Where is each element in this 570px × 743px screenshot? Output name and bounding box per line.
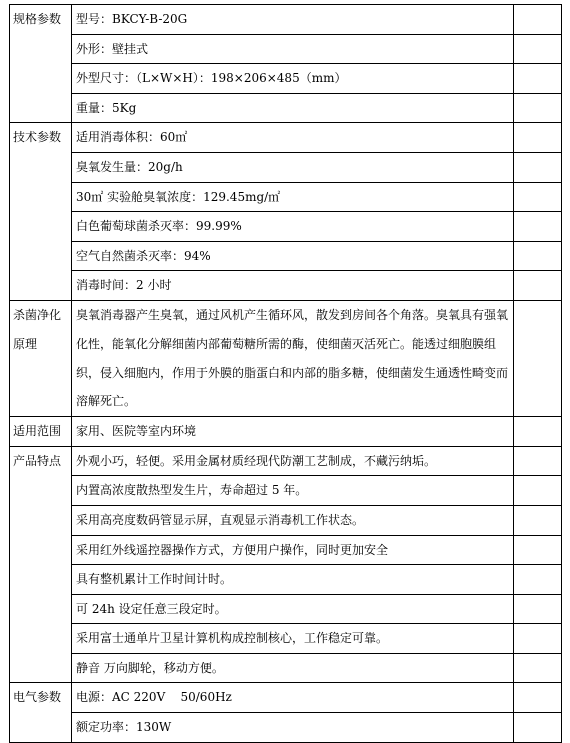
blank-cell xyxy=(514,653,562,683)
table-row xyxy=(10,505,562,535)
value-cell: 外观小巧，轻便。采用金属材质经现代防潮工艺制成，不藏污纳垢。 xyxy=(72,446,514,476)
table-row xyxy=(10,594,562,624)
table-row xyxy=(10,683,562,713)
value-cell: 可 24h 设定任意三段定时。 xyxy=(72,594,514,624)
table-row xyxy=(10,241,562,271)
table-row xyxy=(10,123,562,153)
value-cell: 静音 万向脚轮，移动方便。 xyxy=(72,653,514,683)
value-cell: 外形：壁挂式 xyxy=(72,34,514,64)
blank-cell xyxy=(514,212,562,242)
blank-cell xyxy=(514,535,562,565)
value-cell: 具有整机累计工作时间计时。 xyxy=(72,565,514,595)
table-row xyxy=(10,446,562,476)
blank-cell xyxy=(514,417,562,447)
table-row xyxy=(10,93,562,123)
table-row xyxy=(10,535,562,565)
category-cell: 电气参数 xyxy=(10,683,72,742)
table-row xyxy=(10,713,562,743)
blank-cell xyxy=(514,93,562,123)
value-cell: 白色葡萄球菌杀灭率：99.99% xyxy=(72,212,514,242)
spec-table xyxy=(9,4,562,743)
blank-cell xyxy=(514,34,562,64)
category-cell: 规格参数 xyxy=(10,5,72,123)
value-cell: 30㎡ 实验舱臭氧浓度：129.45mg/㎡ xyxy=(72,182,514,212)
value-cell: 内置高浓度散热型发生片，寿命超过 5 年。 xyxy=(72,476,514,506)
table-row xyxy=(10,417,562,447)
table-row xyxy=(10,5,562,35)
blank-cell xyxy=(514,241,562,271)
blank-cell xyxy=(514,446,562,476)
blank-cell xyxy=(514,683,562,713)
table-row xyxy=(10,152,562,182)
value-cell: 额定功率：130W xyxy=(72,713,514,743)
value-cell: 家用、医院等室内环境 xyxy=(72,417,514,447)
value-cell: 采用红外线遥控器操作方式，方便用户操作，同时更加安全 xyxy=(72,535,514,565)
table-row xyxy=(10,300,562,416)
value-cell: 消毒时间：2 小时 xyxy=(72,271,514,301)
blank-cell xyxy=(514,594,562,624)
table-row xyxy=(10,565,562,595)
blank-cell xyxy=(514,5,562,35)
value-cell: 空气自然菌杀灭率：94% xyxy=(72,241,514,271)
table-row xyxy=(10,182,562,212)
value-cell: 适用消毒体积：60㎡ xyxy=(72,123,514,153)
blank-cell xyxy=(514,64,562,94)
table-row xyxy=(10,624,562,654)
blank-cell xyxy=(514,565,562,595)
blank-cell xyxy=(514,271,562,301)
table-row xyxy=(10,653,562,683)
blank-cell xyxy=(514,713,562,743)
table-row xyxy=(10,64,562,94)
blank-cell xyxy=(514,123,562,153)
category-cell: 适用范围 xyxy=(10,417,72,447)
value-cell: 电源：AC 220V 50/60Hz xyxy=(72,683,514,713)
table-row xyxy=(10,271,562,301)
table-row xyxy=(10,34,562,64)
blank-cell xyxy=(514,300,562,416)
value-cell: 采用富士通单片卫星计算机构成控制核心，工作稳定可靠。 xyxy=(72,624,514,654)
blank-cell xyxy=(514,624,562,654)
category-cell: 技术参数 xyxy=(10,123,72,301)
blank-cell xyxy=(514,182,562,212)
category-cell: 杀菌净化原理 xyxy=(10,300,72,416)
value-cell: 臭氧发生量：20g/h xyxy=(72,152,514,182)
value-cell: 采用高亮度数码管显示屏，直观显示消毒机工作状态。 xyxy=(72,505,514,535)
blank-cell xyxy=(514,152,562,182)
table-row xyxy=(10,476,562,506)
blank-cell xyxy=(514,476,562,506)
value-cell: 重量：5Kg xyxy=(72,93,514,123)
category-cell: 产品特点 xyxy=(10,446,72,683)
value-cell: 型号：BKCY-B-20G xyxy=(72,5,514,35)
table-row xyxy=(10,212,562,242)
blank-cell xyxy=(514,505,562,535)
value-cell: 外型尺寸：（L×W×H）：198×206×485（mm） xyxy=(72,64,514,94)
value-cell: 臭氧消毒器产生臭氧，通过风机产生循环风，散发到房间各个角落。臭氧具有强氧化性，能氧化分解细菌内部葡萄糖所需的酶，使细菌灭活死亡。能透过细胞膜组织，侵入细胞内，作用于外膜的脂蛋白和内部的脂多糖，使细菌发生通透性畸变而溶解死亡。 xyxy=(72,300,514,416)
